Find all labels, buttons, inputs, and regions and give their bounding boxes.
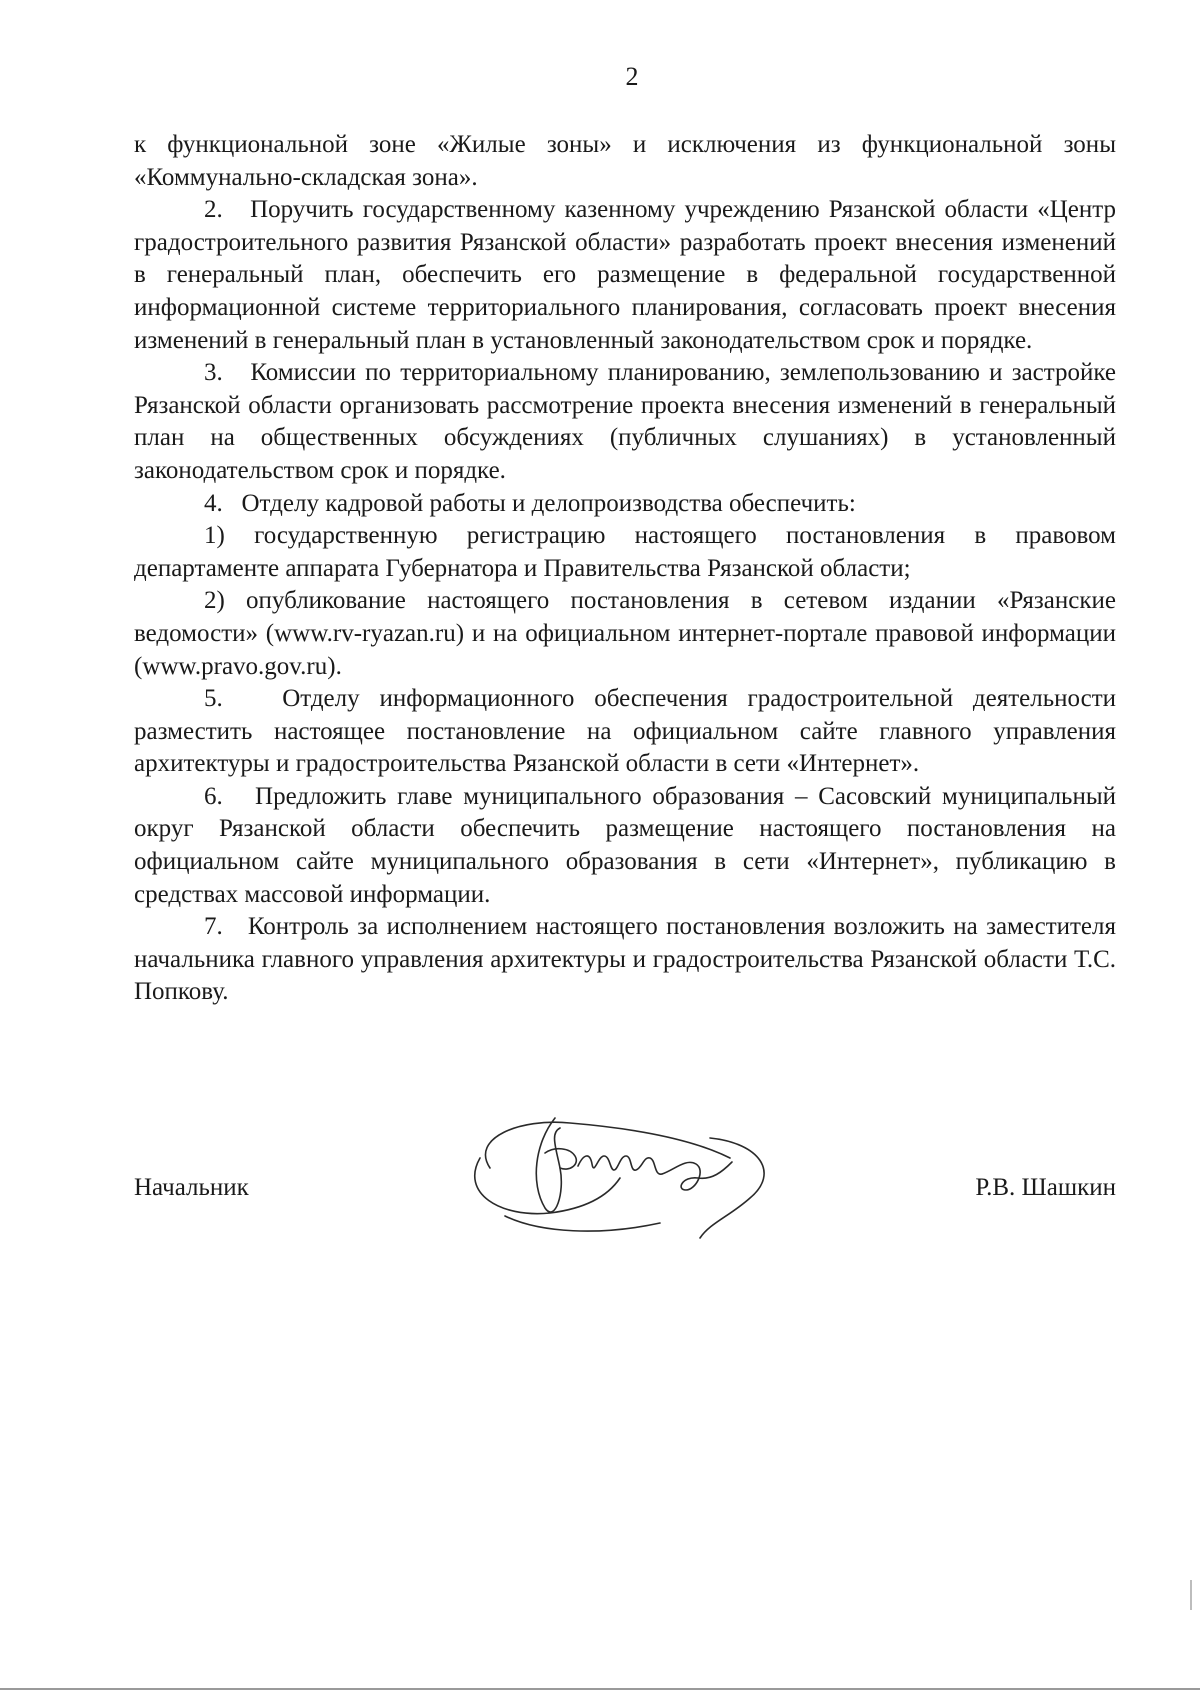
scan-bottom-edge <box>0 1688 1200 1690</box>
paragraph-number: 2) <box>204 587 225 615</box>
paragraph-text: Отделу кадровой работы и делопроизводства обеспечить: <box>241 489 856 517</box>
paragraph-1-continuation <box>134 129 1116 194</box>
paragraph-text: Предложить главе муниципального образования – Сасовский муниципальный округ Рязанской области обеспечить размещение настоящего постановления на официальном сайте муниципального образования в сети «Интернет», публикацию в средствах массовой информации. <box>134 782 1116 908</box>
paragraph-number: 1) <box>204 522 225 550</box>
paragraph-text: Комиссии по территориальному планированию, землепользованию и застройке Рязанской области организовать рассмотрение проекта внесения изменений в генеральный план на общественных обсуждениях (публичных слушаниях) в установленный законодательством срок и порядке. <box>134 359 1117 484</box>
paragraph-number: 6. <box>204 782 223 810</box>
paragraph-text: к функциональной зоне «Жилые зоны» и исключения из функциональной зоны «Коммунально-складская зона». <box>134 131 1116 191</box>
paragraph-3 <box>134 357 1116 487</box>
paragraph-text: Поручить государственному казенному учреждению Рязанской области «Центр градостроительного развития Рязанской области» разработать проект внесения изменений в генеральный план, обеспечить его размещение в федеральной государственной информационной системе территориального планирования, согласовать проект внесения изменений в генеральный план в установленный законодательством срок и порядке. <box>134 196 1116 354</box>
paragraph-2 <box>134 194 1116 357</box>
paragraph-number: 5. <box>204 685 223 713</box>
paragraph-number: 4. <box>204 489 223 517</box>
paragraph-6 <box>134 781 1116 911</box>
paragraph-number: 7. <box>204 913 223 941</box>
paragraph-number: 3. <box>204 359 223 387</box>
document-body <box>134 129 1116 1009</box>
signatory-name: Р.В. Шашкин <box>975 1174 1116 1201</box>
paragraph-number: 2. <box>204 196 223 224</box>
paragraph-5 <box>134 683 1116 781</box>
subparagraph-1 <box>134 520 1116 585</box>
scan-edge-mark <box>1190 1580 1192 1610</box>
paragraph-7 <box>134 911 1116 1009</box>
paragraph-text: Отделу информационного обеспечения градостроительной деятельности разместить настоящее постановление на официальном сайте главного управления архитектуры и градостроительства Рязанской области в сети «Интернет». <box>134 685 1116 778</box>
handwritten-signature <box>460 1098 820 1248</box>
paragraph-4 <box>134 488 1116 521</box>
page-number: 2 <box>625 62 639 91</box>
paragraph-text: опубликование настоящего постановления в сетевом издании «Рязанские ведомости» (www.rv-ryazan.ru) и на официальном интернет-портале правовой информации (www.pravo.gov.ru). <box>134 587 1116 680</box>
signatory-title: Начальник <box>134 1174 249 1201</box>
subparagraph-2 <box>134 585 1116 683</box>
paragraph-text: государственную регистрацию настоящего постановления в правовом департаменте аппарата Губернатора и Правительства Рязанской области; <box>134 522 1116 582</box>
paragraph-text: Контроль за исполнением настоящего постановления возложить на заместителя начальника главного управления архитектуры и градостроительства Рязанской области Т.С. Попкову. <box>134 913 1116 1006</box>
